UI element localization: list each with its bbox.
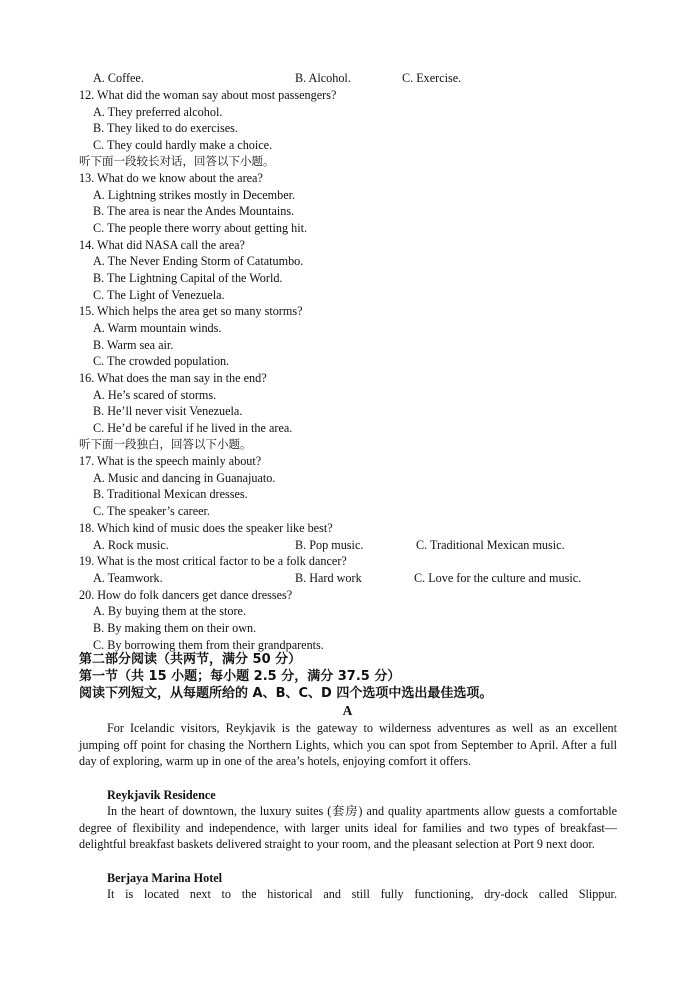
q16-stem: 16. What does the man say in the end? — [79, 371, 267, 385]
q14-option-a: A. The Never Ending Storm of Catatumbo. — [93, 254, 304, 268]
q20-option-a: A. By buying them at the store. — [93, 604, 246, 618]
q18-stem: 18. Which kind of music does the speaker like best? — [79, 521, 333, 535]
q20-option-c: C. By borrowing them from their grandparents. — [93, 638, 324, 652]
q12-option-b: B. They liked to do exercises. — [93, 121, 238, 135]
passage-intro: For Icelandic visitors, Reykjavik is the gateway to wilderness adventures as well as an excellent jumping off point for chasing the Northern Lights, which you can spot from September to April. After a full day of exploring, warm up in one of the area’s hotels, enjoying comfort it offers. — [79, 721, 617, 769]
q16-option-a: A. He’s scared of storms. — [93, 388, 217, 402]
q15-option-b: B. Warm sea air. — [93, 338, 174, 352]
q11-option-a: A. Coffee. — [93, 71, 144, 85]
part2-title: 第二部分阅读（共两节，满分 50 分） — [79, 652, 302, 667]
q12-option-a: A. They preferred alcohol. — [93, 105, 223, 119]
q17-option-b: B. Traditional Mexican dresses. — [93, 487, 248, 501]
q19-stem: 19. What is the most critical factor to be a folk dancer? — [79, 554, 347, 568]
q20-stem: 20. How do folk dancers get dance dresses? — [79, 588, 293, 602]
hotel1-name: Reykjavik Residence — [107, 788, 216, 802]
q11-option-b: B. Alcohol. — [295, 71, 351, 85]
q16-option-c: C. He’d be careful if he lived in the area. — [93, 421, 293, 435]
q12-stem: 12. What did the woman say about most passengers? — [79, 88, 337, 102]
q17-option-c: C. The speaker’s career. — [93, 504, 210, 518]
q15-option-c: C. The crowded population. — [93, 354, 230, 368]
q13-option-a: A. Lightning strikes mostly in December. — [93, 188, 296, 202]
q18-option-a: A. Rock music. — [93, 538, 169, 552]
q15-stem: 15. Which helps the area get so many storms? — [79, 304, 303, 318]
instruction-long-dialogue: 听下面一段较长对话，回答以下小题。 — [79, 154, 275, 168]
q17-stem: 17. What is the speech mainly about? — [79, 454, 262, 468]
q18-option-b: B. Pop music. — [295, 538, 364, 552]
hotel2-description: It is located next to the historical and still fully functioning, dry-dock called Slippur. — [107, 887, 617, 901]
q15-option-a: A. Warm mountain winds. — [93, 321, 222, 335]
instruction-monologue: 听下面一段独白，回答以下小题。 — [79, 437, 252, 451]
section1-title: 第一节（共 15 小题；每小题 2.5 分，满分 37.5 分） — [79, 669, 401, 684]
q11-option-c: C. Exercise. — [402, 71, 462, 85]
q13-option-c: C. The people there worry about getting hit. — [93, 221, 308, 235]
passage-label: A — [342, 703, 353, 718]
q18-option-c: C. Traditional Mexican music. — [416, 538, 565, 552]
q19-option-b: B. Hard work — [295, 571, 362, 585]
q14-option-c: C. The Light of Venezuela. — [93, 288, 225, 302]
q14-stem: 14. What did NASA call the area? — [79, 238, 245, 252]
q20-option-b: B. By making them on their own. — [93, 621, 257, 635]
reading-instruction: 阅读下列短文，从每题所给的 A、B、C、D 四个选项中选出最佳选项。 — [79, 686, 493, 701]
q19-option-c: C. Love for the culture and music. — [414, 571, 582, 585]
q14-option-b: B. The Lightning Capital of the World. — [93, 271, 283, 285]
hotel2-name: Berjaya Marina Hotel — [107, 871, 223, 885]
q17-option-a: A. Music and dancing in Guanajuato. — [93, 471, 276, 485]
q13-stem: 13. What do we know about the area? — [79, 171, 263, 185]
q19-option-a: A. Teamwork. — [93, 571, 163, 585]
q16-option-b: B. He’ll never visit Venezuela. — [93, 404, 243, 418]
q12-option-c: C. They could hardly make a choice. — [93, 138, 273, 152]
q13-option-b: B. The area is near the Andes Mountains. — [93, 204, 295, 218]
hotel1-description: In the heart of downtown, the luxury suites (套房) and quality apartments allow guests a comfortable degree of flexibility and independence, with larger units ideal for families and two types of breakfast—delightful breakfast baskets delivered straight to your room, and the pleasant selection at Port 9 next door. — [79, 804, 617, 852]
